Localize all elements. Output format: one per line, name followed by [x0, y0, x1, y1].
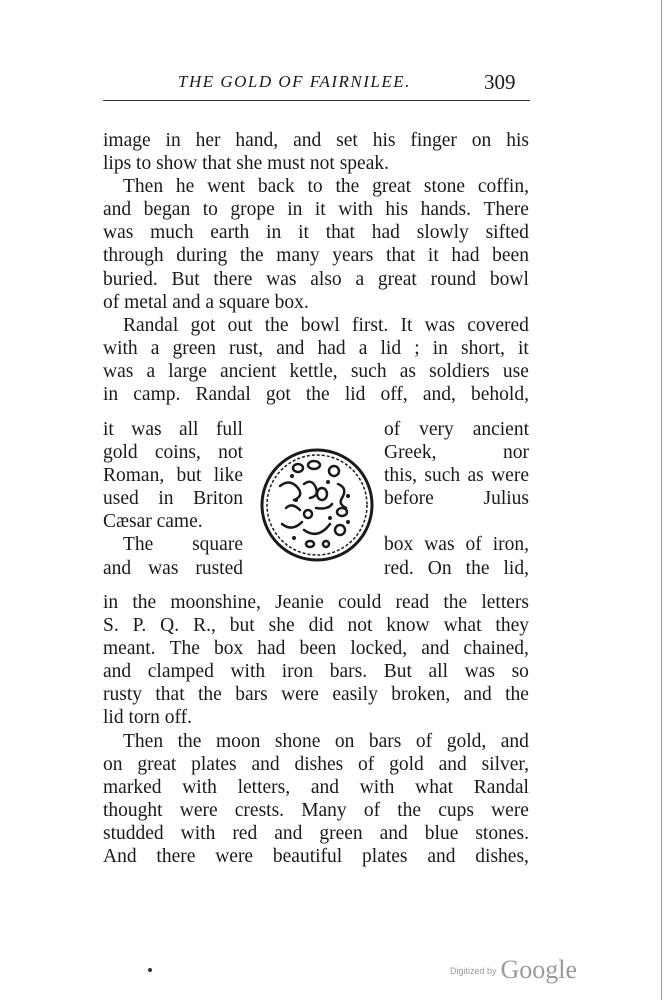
running-header — [0, 72, 670, 98]
page-speck — [148, 968, 152, 972]
digitization-watermark — [450, 955, 577, 985]
text-line: red. On the lid, — [384, 557, 529, 579]
text-line: was a large ancient kettle, such as soldiers use — [103, 360, 529, 382]
text-line — [384, 510, 529, 533]
text-line: image in her hand, and set his finger on his — [103, 130, 529, 151]
text-line: Cæsar came. — [103, 511, 203, 533]
text-line: box was of iron, — [384, 534, 529, 556]
text-line: in the moonshine, Jeanie could read the letters — [103, 592, 529, 613]
text-line: and was rusted — [103, 557, 243, 579]
text-line: on great plates and dishes of gold and silver, — [103, 753, 529, 775]
text-line: Roman, but like — [103, 465, 243, 487]
text-line: before Julius — [384, 488, 529, 510]
column-right — [384, 418, 529, 580]
text-line: buried. But there was also a great round bowl — [103, 268, 529, 290]
text-line: with a green rust, and had a lid ; in short, it — [103, 337, 529, 359]
text-line: And there were beautiful plates and dishes, — [103, 846, 529, 868]
text-line: S. P. Q. R., but she did not know what they — [103, 615, 529, 637]
text-line: studded with red and green and blue stones. — [103, 822, 529, 844]
text-line: thought were crests. Many of the cups were — [103, 799, 529, 821]
page-edge-line — [661, 0, 662, 1000]
text-line: this, such as were — [384, 465, 529, 487]
text-line: of metal and a square box. — [103, 291, 309, 313]
text-line: and began to grope in it with his hands. There — [103, 199, 529, 221]
text-line: lid torn off. — [103, 707, 193, 729]
column-left — [103, 418, 243, 580]
text-line: of very ancient — [384, 419, 529, 440]
text-line: Greek, nor — [384, 442, 529, 464]
ancient-coin-illustration — [258, 446, 376, 564]
text-line: marked with letters, and with what Randal — [103, 776, 529, 798]
text-line: Randal got out the bowl first. It was covered — [123, 314, 529, 336]
text-line: used in Briton — [103, 488, 243, 510]
body-text-bottom — [103, 591, 529, 868]
text-line: gold coins, not — [103, 442, 243, 464]
text-line: through during the many years that it had been — [103, 245, 529, 267]
watermark-brand: Google — [500, 955, 578, 984]
header-rule — [103, 100, 530, 101]
watermark-prefix: Digitized by — [450, 966, 497, 976]
text-line: Then he went back to the great stone coffin, — [123, 176, 529, 198]
text-line: Then the moon shone on bars of gold, and — [123, 730, 529, 752]
text-line: was much earth in it that had slowly sifted — [103, 222, 529, 244]
text-line: rusty that the bars were easily broken, and the — [103, 684, 529, 706]
text-line: meant. The box had been locked, and chained, — [103, 638, 529, 660]
text-line: in camp. Randal got the lid off, and, behold, — [103, 384, 529, 406]
text-line: it was all full — [103, 419, 243, 440]
text-line: The square — [123, 534, 243, 556]
text-line: lips to show that she must not speak. — [103, 153, 389, 175]
running-title: THE GOLD OF FAIRNILEE. — [178, 72, 411, 91]
page-number: 309 — [484, 70, 516, 94]
text-line: and clamped with iron bars. But all was so — [103, 661, 529, 683]
body-text-top — [103, 129, 529, 406]
